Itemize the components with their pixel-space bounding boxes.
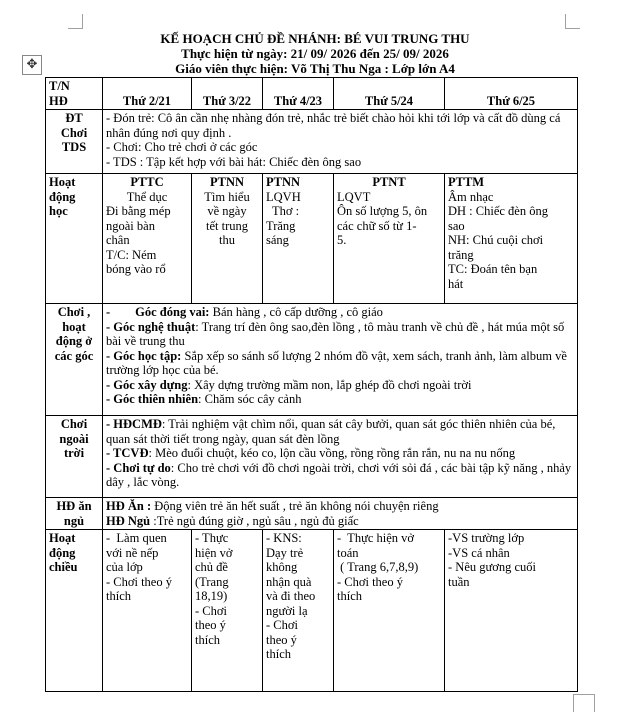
hoc-line: sao (448, 218, 465, 233)
ngoai-item-title: - Chơi tự do (106, 460, 171, 475)
chieu-line: toán (337, 545, 359, 560)
chieu-line: - Làm quen (106, 531, 167, 545)
chieu-line: - Thực hiện vở (337, 531, 415, 545)
hoc-line: tết trung (205, 218, 248, 233)
goc-item (106, 320, 574, 349)
chieu-line: với nề nếp (106, 545, 159, 560)
chieu-line: - Chơi (195, 603, 227, 618)
hoc-line: Thơ : (266, 204, 300, 218)
subject-title: PTNT (372, 175, 406, 189)
row-label-chieu (46, 530, 103, 692)
hoc-line: Trăng (266, 218, 296, 233)
ngoai-content (103, 416, 578, 498)
hoc-thu (334, 174, 445, 304)
goc-item-title: - Góc đóng vai: (106, 305, 210, 319)
chieu-wed (263, 530, 334, 692)
row-label-an (46, 498, 103, 530)
goc-content (103, 304, 578, 416)
row-choi-ngoai-troi (46, 416, 578, 498)
table-move-handle-icon[interactable]: ✥ (22, 55, 42, 75)
chieu-line: - Thực (195, 531, 229, 545)
dt-line: - Chơi: Cho trẻ chơi ở các góc (106, 140, 258, 154)
goc-item-text: : Chăm sóc cây cảnh (198, 392, 302, 406)
dt-content (103, 110, 578, 174)
chieu-line: và đi theo (266, 589, 316, 603)
hoc-line: các chữ số từ 1- (337, 218, 417, 233)
chieu-line: thích (266, 647, 291, 661)
teacher-line: Giáo viên thực hiện: Võ Thị Thu Nga : Lớp lớn A4 (175, 61, 455, 76)
row-don-tre (46, 110, 578, 174)
row-hoat-dong-hoc (46, 174, 578, 304)
chieu-line: - KNS: (266, 531, 302, 545)
hoc-line: LQVT (337, 189, 371, 204)
label-line: động ở (55, 334, 93, 348)
subject-title: PTNN (266, 175, 301, 189)
chieu-line: - Chơi theo ý (337, 574, 403, 589)
hoc-line: Ôn số lượng 5, ôn (337, 204, 428, 218)
row-label-dt (46, 110, 103, 174)
label-line: trời (63, 446, 85, 460)
label-line: Hoạt (49, 531, 76, 545)
subject-title: PTNN (209, 175, 245, 189)
row-hoat-dong-chieu (46, 530, 578, 692)
goc-item-text: Bán hàng , cô cấp dưỡng , cô giáo (209, 305, 383, 319)
goc-item-text: : Trang trí đèn ông sao,đèn lồng , tô màu tranh về chủ đề , hát múa một số bài về trung thu (106, 319, 565, 348)
hoc-line: Âm nhạc (448, 189, 494, 204)
hoc-line: bóng vào rổ (106, 262, 166, 276)
an-content (103, 498, 578, 530)
chieu-line: theo ý (266, 632, 297, 647)
label-line: ĐT (65, 111, 83, 125)
chieu-line: 18,19) (195, 589, 228, 603)
hoc-line: ngoài bàn (106, 218, 155, 233)
schedule-table (45, 77, 578, 692)
goc-item-title: - Góc nghệ thuật (106, 319, 196, 334)
hoc-line: hát (448, 276, 464, 291)
day-header-tue: Thứ 3/22 (192, 78, 263, 110)
crop-mark-top-left (68, 14, 83, 29)
chieu-line: -VS trường lớp (448, 531, 525, 545)
ngoai-item (106, 417, 574, 446)
page-title: KẾ HOẠCH CHỦ ĐỀ NHÁNH: BÉ VUI TRUNG THU (160, 31, 470, 46)
hoc-tue (192, 174, 263, 304)
an-item-text: :Trẻ ngủ đúng giờ , ngủ sâu , ngủ đủ giấc (150, 513, 359, 528)
hoc-line: TC: Đoán tên bạn (448, 262, 538, 276)
goc-item-text: : Xây dựng trường mầm non, lắp ghép đồ chơi ngoài trời (187, 377, 472, 392)
chieu-line: ( Trang 6,7,8,9) (337, 560, 419, 574)
an-item (106, 514, 574, 529)
label-line: Chơi (60, 417, 88, 431)
row-label-hoc (46, 174, 103, 304)
label-line: chiều (49, 560, 78, 574)
chieu-line: của lớp (106, 560, 143, 574)
label-line: ngủ (63, 513, 85, 528)
day-header-thu: Thứ 5/24 (334, 78, 445, 110)
goc-item (106, 349, 574, 378)
an-item (106, 499, 574, 514)
hoc-fri (445, 174, 578, 304)
ngoai-item (106, 461, 574, 490)
chieu-mon (103, 530, 192, 692)
hoc-line: LQVH (266, 189, 301, 204)
row-label-ngoai (46, 416, 103, 498)
label-line: động (49, 189, 76, 204)
row-an-ngu (46, 498, 578, 530)
label-line: HĐ ăn (56, 499, 92, 513)
hoc-line: DH : Chiếc đèn ông (448, 204, 548, 218)
hoc-line: T/C: Ném (106, 247, 157, 262)
chieu-tue (192, 530, 263, 692)
an-item-title: HĐ Ăn : (106, 499, 152, 513)
chieu-line: - Chơi theo ý (106, 574, 172, 589)
chieu-thu (334, 530, 445, 692)
hoc-line: NH: Chú cuội chơi (448, 233, 544, 247)
goc-item (106, 392, 574, 407)
dt-line: - Đón trẻ: Cô ân cần nhẹ nhàng đón trẻ, nhắc trẻ biết chào hỏi khi tới lớp và cất đồ dùng cá nhân đúng nơi quy định . (106, 111, 561, 140)
label-line: TDS (61, 140, 87, 154)
chieu-line: thích (337, 589, 362, 603)
label-line: Chơi (60, 125, 88, 140)
corner-bottom: HĐ (49, 93, 68, 108)
ngoai-item-title: - TCVĐ (106, 446, 149, 460)
chieu-line: không (266, 560, 298, 574)
goc-item-text: Sắp xếp so sánh số lượng 2 nhóm đồ vật, xem sách, tranh ảnh, làm album về trường lớp học của bé. (106, 348, 567, 377)
corner-top: T/N (49, 79, 70, 93)
hoc-mon (103, 174, 192, 304)
table-header-row (46, 78, 578, 110)
label-line: Chơi , (57, 305, 91, 319)
label-line: động (49, 545, 76, 560)
chieu-line: người lạ (266, 603, 308, 618)
chieu-line: chủ đề (195, 560, 228, 574)
chieu-line: Dạy trẻ (266, 545, 304, 560)
hoc-line: về ngày (207, 204, 247, 218)
subject-title: PTTM (448, 175, 485, 189)
label-line: Hoạt (49, 175, 76, 189)
subject-title: PTTC (130, 175, 164, 189)
chieu-line: hiện vở (195, 545, 233, 560)
crop-mark-bottom-right (573, 694, 595, 712)
row-choi-goc (46, 304, 578, 416)
hoc-line: chân (106, 233, 130, 247)
chieu-line: thích (106, 589, 131, 603)
row-label-goc (46, 304, 103, 416)
day-header-mon: Thứ 2/21 (103, 78, 192, 110)
hoc-line: 5. (337, 233, 347, 247)
hoc-line: sáng (266, 233, 289, 247)
ngoai-item-text: : Cho trẻ chơi với đồ chơi ngoài trời, chơi với sỏi đá , các bài tập kỹ năng , nhảy dây , lắc vòng. (106, 460, 572, 489)
chieu-line: thích (195, 632, 220, 647)
chieu-line: -VS cá nhân (448, 545, 510, 560)
hoc-line: Tìm hiểu (204, 189, 250, 204)
hoc-line: Đi bằng mép (106, 204, 171, 218)
day-header-wed: Thứ 4/23 (263, 78, 334, 110)
period-line: Thực hiện từ ngày: 21/ 09/ 2026 đến 25/ 09/ 2026 (181, 46, 449, 61)
goc-item-title: - Góc học tập: (106, 348, 182, 363)
chieu-line: - Chơi (266, 618, 298, 632)
goc-item-title: - Góc xây dựng (106, 377, 188, 392)
label-line: hoạt (62, 319, 86, 334)
ngoai-item-text: : Trải nghiệm vật chìm nổi, quan sát cây bưởi, quan sát góc thiên nhiên của bé, quan sát thời tiết trong ngày, quan sát đèn lồng (106, 417, 556, 446)
chieu-line: - Nêu gương cuối (448, 560, 537, 574)
chieu-line: tuần (448, 574, 470, 589)
goc-item (106, 305, 574, 320)
corner-cell (46, 78, 103, 110)
label-line: ngoài (59, 431, 89, 446)
chieu-fri (445, 530, 578, 692)
chieu-line: (Trang (195, 574, 229, 589)
goc-item-title: - Góc thiên nhiên (106, 392, 199, 406)
an-item-title: HĐ Ngủ (106, 513, 151, 528)
hoc-line: Thể dục (126, 189, 168, 204)
hoc-line: trăng (448, 247, 474, 262)
goc-item (106, 378, 574, 393)
ngoai-item (106, 446, 574, 461)
ngoai-item-text: : Mèo đuổi chuột, kéo co, lộn cầu vồng, rồng rồng rắn rắn, nu na nu nống (148, 446, 516, 460)
an-item-text: Động viên trẻ ăn hết suất , trẻ ăn không nói chuyện riêng (151, 499, 439, 513)
label-line: học (49, 204, 68, 218)
chieu-line: nhận quà (266, 574, 312, 589)
day-header-fri: Thứ 6/25 (445, 78, 578, 110)
hoc-line: thu (219, 233, 235, 247)
hoc-wed (263, 174, 334, 304)
ngoai-item-title: - HĐCMĐ (106, 417, 162, 431)
chieu-line: theo ý (195, 618, 226, 632)
crop-mark-top-right (565, 14, 580, 29)
label-line: các góc (54, 348, 94, 363)
dt-line: - TDS : Tập kết hợp với bài hát: Chiếc đèn ông sao (106, 154, 362, 169)
